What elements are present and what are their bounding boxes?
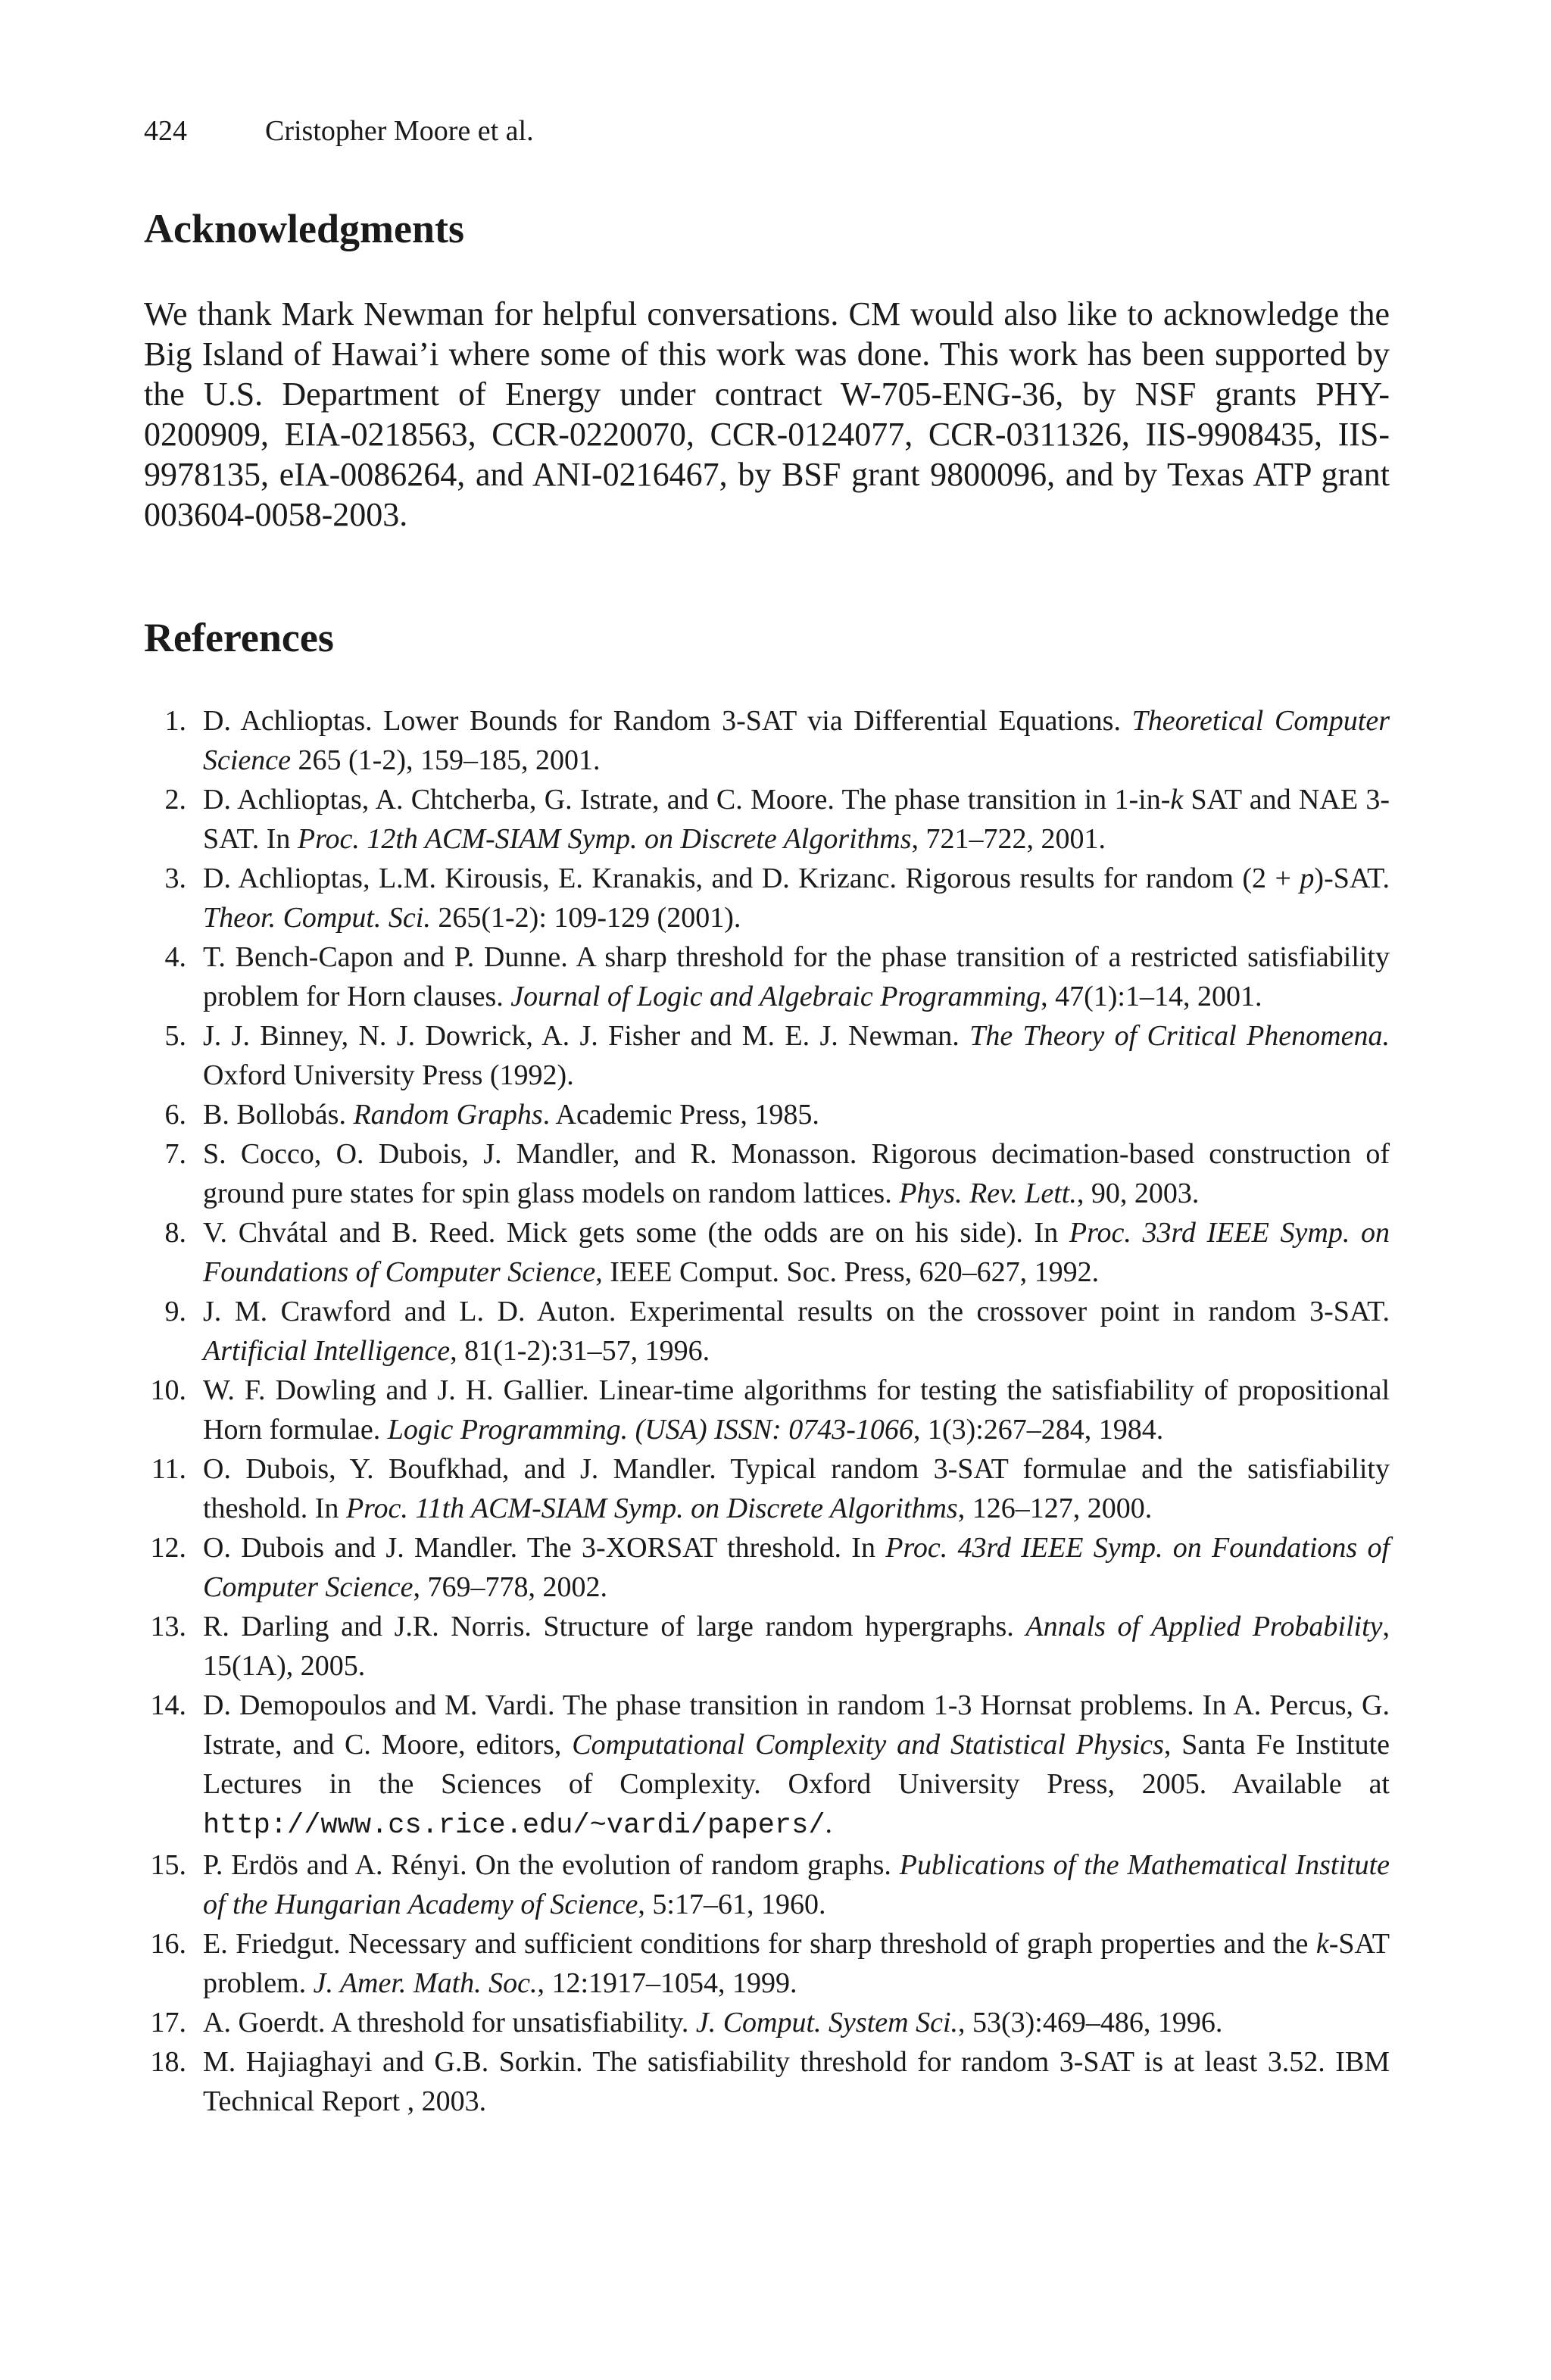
reference-item: 12. O. Dubois and J. Mandler. The 3-XORSAT threshold. In Proc. 43rd IEEE Symp. on Foundations of Computer Science, 769–778, 2002. xyxy=(150,1532,1390,1603)
page-number: 424 xyxy=(144,115,187,147)
running-head xyxy=(144,114,1390,148)
acknowledgments-heading: Acknowledgments xyxy=(144,206,465,251)
acknowledgments-text: We thank Mark Newman for helpful conversations. CM would also like to acknowledge the Big Island of Hawai’i where some of this work was done. This work has been supported by the U.S. Department of Energy under contract W-705-ENG-36, by NSF grants PHY-0200909, EIA-0218563, CCR-0220070, CCR-0124077, CCR-0311326, IIS-9908435, IIS-9978135, eIA-0086264, and ANI-0216467, by BSF grant 9800096, and by Texas ATP grant 003604-0058-2003. xyxy=(144,295,1390,533)
reference-item: 14. D. Demopoulos and M. Vardi. The phase transition in random 1-3 Hornsat problems. In A. Percus, G. Istrate, and C. Moore, editors, Computational Complexity and Statistical Physics, Santa Fe Institute Lectures in the Sciences of Complexity. Oxford University Press, 2005. Available at http://www.cs.rice.edu/~vardi/papers/. xyxy=(150,1689,1390,1842)
reference-item: 4. T. Bench-Capon and P. Dunne. A sharp threshold for the phase transition of a restricted satisfiability problem for Horn clauses. Journal of Logic and Algebraic Programming, 47(1):1–14, 2001. xyxy=(164,941,1390,1012)
reference-item: 8. V. Chvátal and B. Reed. Mick gets some (the odds are on his side). In Proc. 33rd IEEE Symp. on Foundations of Computer Science, IEEE Comput. Soc. Press, 620–627, 1992. xyxy=(164,1217,1390,1288)
reference-item: 13. R. Darling and J.R. Norris. Structure of large random hypergraphs. Annals of Applied Probability, 15(1A), 2005. xyxy=(150,1611,1390,1682)
reference-item: 15. P. Erdös and A. Rényi. On the evolution of random graphs. Publications of the Mathematical Institute of the Hungarian Academy of Science, 5:17–61, 1960. xyxy=(150,1849,1390,1920)
reference-item: 6. B. Bollobás. Random Graphs. Academic Press, 1985. xyxy=(164,1099,819,1131)
reference-item: 5. J. J. Binney, N. J. Dowrick, A. J. Fisher and M. E. J. Newman. The Theory of Critical Phenomena. Oxford University Press (1992). xyxy=(164,1020,1390,1091)
reference-item: 11. O. Dubois, Y. Boufkhad, and J. Mandler. Typical random 3-SAT formulae and the satisfiability theshold. In Proc. 11th ACM-SIAM Symp. on Discrete Algorithms, 126–127, 2000. xyxy=(151,1453,1390,1524)
reference-item: 1. D. Achlioptas. Lower Bounds for Random 3-SAT via Differential Equations. Theoretical Computer Science 265 (1-2), 159–185, 2001. xyxy=(164,705,1390,776)
reference-item: 10. W. F. Dowling and J. H. Gallier. Linear-time algorithms for testing the satisfiability of propositional Horn formulae. Logic Programming. (USA) ISSN: 0743-1066, 1(3):267–284, 1984. xyxy=(150,1374,1390,1446)
reference-item: 7. S. Cocco, O. Dubois, J. Mandler, and R. Monasson. Rigorous decimation-based construction of ground pure states for spin glass models on random lattices. Phys. Rev. Lett., 90, 2003. xyxy=(164,1138,1390,1209)
reference-item: 3. D. Achlioptas, L.M. Kirousis, E. Kranakis, and D. Krizanc. Rigorous results for random (2 + p)-SAT. Theor. Comput. Sci. 265(1-2): 109-129 (2001). xyxy=(164,862,1390,934)
reference-item: 16. E. Friedgut. Necessary and sufficient conditions for sharp threshold of graph properties and the k-SAT problem. J. Amer. Math. Soc., 12:1917–1054, 1999. xyxy=(150,1928,1390,1999)
references-heading: References xyxy=(144,615,334,660)
reference-item: 9. J. M. Crawford and L. D. Auton. Experimental results on the crossover point in random 3-SAT. Artificial Intelligence, 81(1-2):31–57, 1996. xyxy=(164,1296,1390,1367)
page xyxy=(144,114,1390,2121)
reference-url-link[interactable]: http://www.cs.rice.edu/~vardi/papers/ xyxy=(203,1810,825,1842)
running-head-authors: Cristopher Moore et al. xyxy=(265,115,534,147)
reference-item: 2. D. Achlioptas, A. Chtcherba, G. Istrate, and C. Moore. The phase transition in 1-in-k SAT and NAE 3-SAT. In Proc. 12th ACM-SIAM Symp. on Discrete Algorithms, 721–722, 2001. xyxy=(164,784,1390,855)
reference-item: 17. A. Goerdt. A threshold for unsatisfiability. J. Comput. System Sci., 53(3):469–486, 1996. xyxy=(150,2007,1223,2038)
references-list xyxy=(144,701,1390,2121)
reference-item: 18. M. Hajiaghayi and G.B. Sorkin. The satisfiability threshold for random 3-SAT is at least 3.52. IBM Technical Report , 2003. xyxy=(150,2046,1390,2117)
